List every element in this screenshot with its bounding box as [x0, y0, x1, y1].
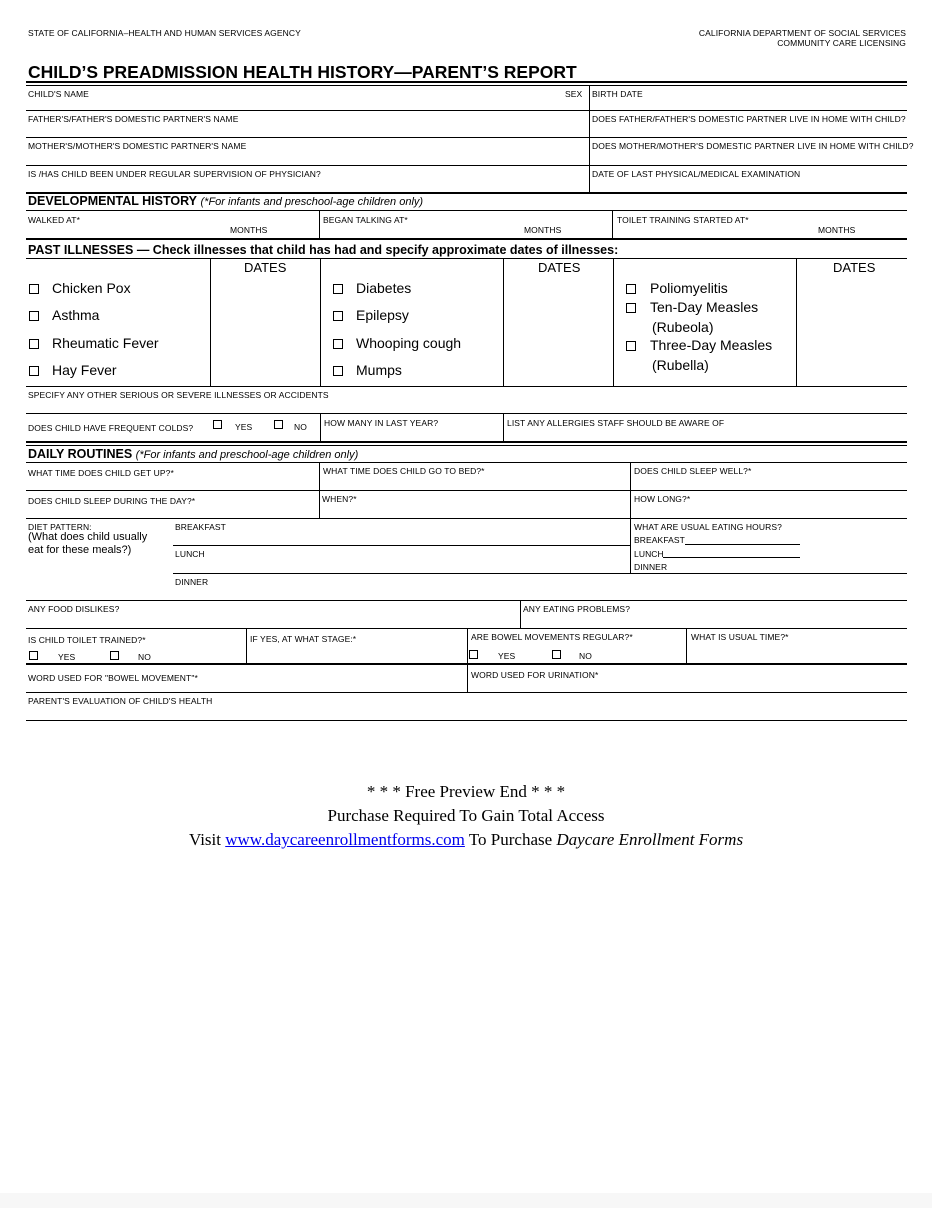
- father-live-label: DOES FATHER/FATHER'S DOMESTIC PARTNER LIVE IN HOME WITH CHILD?: [592, 114, 906, 124]
- epilepsy-checkbox[interactable]: [333, 311, 343, 321]
- col-divider: [796, 258, 797, 386]
- bowel-regular-label: ARE BOWEL MOVEMENTS REGULAR?*: [471, 632, 633, 642]
- get-up-label: WHAT TIME DOES CHILD GET UP?*: [28, 468, 174, 478]
- food-dislikes-label: ANY FOOD DISLIKES?: [28, 604, 120, 614]
- rubella-label: (Rubella): [652, 357, 709, 373]
- visit-line: Visit www.daycareenrollmentforms.com To Purchase Daycare Enrollment Forms: [188, 830, 744, 849]
- evaluation-label: PARENT'S EVALUATION OF CHILD'S HEALTH: [28, 696, 213, 706]
- talking-label: BEGAN TALKING AT*: [323, 215, 408, 225]
- poliomyelitis-label: Poliomyelitis: [650, 280, 728, 296]
- how-many-colds-label: HOW MANY IN LAST YEAR?: [324, 418, 439, 428]
- col-divider: [320, 258, 321, 386]
- bed-time-label: WHAT TIME DOES CHILD GO TO BED?*: [323, 466, 485, 476]
- page-title: CHILD’S PREADMISSION HEALTH HISTORY—PARENT’S REPORT: [28, 62, 577, 82]
- hay-fever-label: Hay Fever: [52, 362, 117, 378]
- colds-no-checkbox[interactable]: [274, 420, 283, 429]
- usual-time-label: WHAT IS USUAL TIME?*: [691, 632, 789, 642]
- section-rule: [26, 441, 907, 443]
- col-divider: [246, 628, 247, 664]
- col-divider: [686, 628, 687, 664]
- purchase-link[interactable]: www.daycareenrollmentforms.com: [225, 830, 465, 849]
- row-rule: [26, 692, 907, 693]
- col-divider: [630, 518, 631, 573]
- row-rule: [26, 210, 907, 211]
- father-name-label: FATHER'S/FATHER'S DOMESTIC PARTNER'S NAME: [28, 114, 239, 124]
- title-rule-thin: [26, 85, 907, 86]
- preview-end-text: * * * Free Preview End * * *: [366, 782, 566, 801]
- col-divider: [612, 210, 613, 238]
- birth-date-label: BIRTH DATE: [592, 89, 643, 99]
- row-rule: [26, 165, 907, 166]
- chicken-pox-checkbox[interactable]: [29, 284, 39, 294]
- section-rule-thin: [26, 445, 907, 446]
- dates-label-3: DATES: [833, 260, 876, 275]
- toilet-training-label: TOILET TRAINING STARTED AT*: [617, 215, 749, 225]
- dates-label-1: DATES: [244, 260, 287, 275]
- col-divider: [613, 258, 614, 386]
- hours-breakfast-label: BREAKFAST: [634, 535, 685, 545]
- diet-question-2: eat for these meals?): [28, 544, 132, 556]
- row-rule: [26, 600, 907, 601]
- col-divider: [320, 413, 321, 441]
- epilepsy-label: Epilepsy: [356, 307, 409, 323]
- how-long-label: HOW LONG?*: [634, 494, 691, 504]
- row-rule: [26, 110, 907, 111]
- toilet-yes-checkbox[interactable]: [29, 651, 38, 660]
- hours-lunch-line[interactable]: [663, 557, 800, 558]
- childs-name-label: CHILD'S NAME: [28, 89, 89, 99]
- walked-label: WALKED AT*: [28, 215, 81, 225]
- allergies-label: LIST ANY ALLERGIES STAFF SHOULD BE AWARE OF: [507, 418, 725, 428]
- sleep-well-label: DOES CHILD SLEEP WELL?*: [634, 466, 752, 476]
- walked-months: MONTHS: [230, 225, 268, 235]
- diabetes-label: Diabetes: [356, 280, 412, 296]
- dinner-label: DINNER: [175, 577, 209, 587]
- ten-day-measles-label: Ten-Day Measles: [650, 299, 759, 315]
- title-rule: [26, 81, 907, 83]
- row-rule: [26, 462, 907, 463]
- row-rule: [26, 663, 907, 665]
- diet-pattern-label: DIET PATTERN:: [28, 522, 92, 532]
- three-day-measles-checkbox[interactable]: [626, 341, 636, 351]
- rheumatic-fever-checkbox[interactable]: [29, 339, 39, 349]
- row-rule: [26, 413, 907, 414]
- diet-question-1: (What does child usually: [28, 531, 148, 543]
- mumps-label: Mumps: [356, 362, 402, 378]
- physician-label: IS /HAS CHILD BEEN UNDER REGULAR SUPERVISION OF PHYSICIAN?: [28, 169, 321, 179]
- bottom-band: [0, 1193, 932, 1208]
- bowel-no-label: NO: [579, 651, 592, 661]
- sex-label: SEX: [565, 89, 583, 99]
- col-divider: [319, 210, 320, 238]
- when-label: WHEN?*: [322, 494, 357, 504]
- whooping-cough-checkbox[interactable]: [333, 339, 343, 349]
- colds-yes-checkbox[interactable]: [213, 420, 222, 429]
- id-divider: [589, 85, 590, 193]
- asthma-label: Asthma: [52, 307, 100, 323]
- col-divider: [503, 258, 504, 386]
- hours-breakfast-line[interactable]: [685, 544, 800, 545]
- stage-label: IF YES, AT WHAT STAGE:*: [250, 634, 357, 644]
- bowel-yes-checkbox[interactable]: [469, 650, 478, 659]
- frequent-colds-label: DOES CHILD HAVE FREQUENT COLDS?: [28, 423, 194, 433]
- row-rule: [26, 518, 907, 519]
- developmental-heading: DEVELOPMENTAL HISTORY (*For infants and preschool-age children only): [28, 194, 424, 208]
- bowel-no-checkbox[interactable]: [552, 650, 561, 659]
- row-rule: [26, 490, 907, 491]
- word-urination-label: WORD USED FOR URINATION*: [471, 670, 599, 680]
- row-rule: [173, 573, 907, 574]
- mother-live-label: DOES MOTHER/MOTHER'S DOMESTIC PARTNER LIVE IN HOME WITH CHILD?: [592, 141, 914, 151]
- col-divider: [520, 600, 521, 628]
- row-rule: [26, 137, 907, 138]
- talking-months: MONTHS: [524, 225, 562, 235]
- illnesses-heading: PAST ILLNESSES — Check illnesses that child has had and specify approximate dates of illnesses:: [28, 243, 619, 257]
- rheumatic-fever-label: Rheumatic Fever: [52, 335, 159, 351]
- row-rule: [26, 386, 907, 387]
- colds-no-label: NO: [294, 422, 307, 432]
- toilet-trained-label: IS CHILD TOILET TRAINED?*: [28, 635, 146, 645]
- toilet-no-label: NO: [138, 652, 151, 662]
- toilet-yes-label: YES: [58, 652, 76, 662]
- rubeola-label: (Rubeola): [652, 319, 714, 335]
- mumps-checkbox[interactable]: [333, 366, 343, 376]
- word-bowel-label: WORD USED FOR "BOWEL MOVEMENT"*: [28, 673, 198, 683]
- three-day-measles-label: Three-Day Measles: [650, 337, 773, 353]
- colds-yes-label: YES: [235, 422, 253, 432]
- hours-lunch-label: LUNCH: [634, 549, 664, 559]
- asthma-checkbox[interactable]: [29, 311, 39, 321]
- col-divider: [467, 628, 468, 692]
- toilet-no-checkbox[interactable]: [110, 651, 119, 660]
- chicken-pox-label: Chicken Pox: [52, 280, 131, 296]
- product-name: Daycare Enrollment Forms: [556, 830, 744, 849]
- last-exam-label: DATE OF LAST PHYSICAL/MEDICAL EXAMINATION: [592, 169, 801, 179]
- hay-fever-checkbox[interactable]: [29, 366, 39, 376]
- col-divider: [503, 413, 504, 441]
- breakfast-label: BREAKFAST: [175, 522, 226, 532]
- diabetes-checkbox[interactable]: [333, 284, 343, 294]
- agency-right-2: COMMUNITY CARE LICENSING: [777, 38, 906, 48]
- agency-left: STATE OF CALIFORNIA–HEALTH AND HUMAN SERVICES AGENCY: [28, 28, 301, 38]
- agency-right-1: CALIFORNIA DEPARTMENT OF SOCIAL SERVICES: [698, 28, 906, 38]
- sleep-day-label: DOES CHILD SLEEP DURING THE DAY?*: [28, 496, 196, 506]
- purchase-required-text: Purchase Required To Gain Total Access: [327, 806, 605, 825]
- ten-day-measles-checkbox[interactable]: [626, 303, 636, 313]
- eating-problems-label: ANY EATING PROBLEMS?: [523, 604, 631, 614]
- poliomyelitis-checkbox[interactable]: [626, 284, 636, 294]
- row-rule: [26, 720, 907, 721]
- dates-label-2: DATES: [538, 260, 581, 275]
- row-rule: [26, 258, 907, 259]
- lunch-label: LUNCH: [175, 549, 205, 559]
- col-divider: [210, 258, 211, 386]
- toilet-months: MONTHS: [818, 225, 856, 235]
- routines-heading: DAILY ROUTINES (*For infants and preschool-age children only): [28, 447, 359, 461]
- other-illnesses-label: SPECIFY ANY OTHER SERIOUS OR SEVERE ILLNESSES OR ACCIDENTS: [28, 390, 329, 400]
- hours-dinner-label: DINNER: [634, 562, 668, 572]
- whooping-cough-label: Whooping cough: [356, 335, 462, 351]
- row-rule: [173, 545, 630, 546]
- bowel-yes-label: YES: [498, 651, 516, 661]
- section-rule: [26, 238, 907, 240]
- mother-name-label: MOTHER'S/MOTHER'S DOMESTIC PARTNER'S NAME: [28, 141, 247, 151]
- eating-hours-label: WHAT ARE USUAL EATING HOURS?: [634, 522, 782, 532]
